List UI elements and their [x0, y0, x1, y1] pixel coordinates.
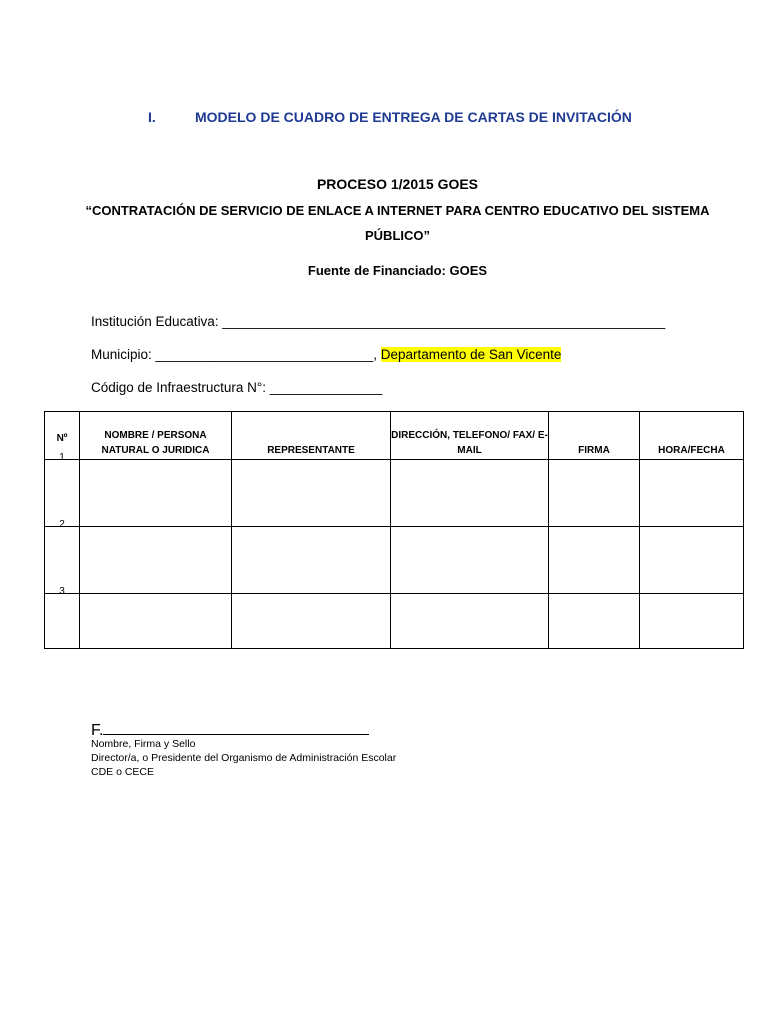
signature-underline — [103, 719, 369, 735]
table-row — [45, 460, 744, 527]
table-cell — [640, 460, 744, 527]
signature-caption-2: Director/a, o Presidente del Organismo de Administración Escolar — [91, 752, 397, 764]
delivery-table — [44, 411, 744, 649]
signature-caption-3: CDE o CECE — [91, 766, 155, 778]
header-cell-hora-fecha: HORA/FECHA — [640, 412, 744, 460]
municipio-field — [91, 347, 561, 362]
table-cell — [391, 460, 549, 527]
table-row — [45, 527, 744, 594]
header-cell-firma: FIRMA — [549, 412, 640, 460]
table-cell — [640, 594, 744, 649]
header-cell-representante: REPRESENTANTE — [232, 412, 391, 460]
table-cell — [391, 527, 549, 594]
signature-prefix: F. — [91, 722, 104, 739]
table-cell — [80, 594, 232, 649]
header-cell-nombre: NOMBRE / PERSONA NATURAL O JURIDICA — [80, 412, 232, 460]
contract-title: “CONTRATACIÓN DE SERVICIO DE ENLACE A INTERNET PARA CENTRO EDUCATIVO DEL SISTEMA PÚBLICO” — [85, 203, 710, 243]
codigo-field: Código de Infraestructura N°: _______________ — [91, 380, 383, 395]
header-cell-num: Nº — [45, 412, 80, 460]
signature-caption-1: Nombre, Firma y Sello — [91, 738, 196, 750]
table-cell — [80, 527, 232, 594]
row-number-cell: 1 — [45, 460, 80, 527]
funding-source: Fuente de Financiado: GOES — [307, 263, 488, 278]
departamento-highlight: Departamento de San Vicente — [380, 347, 562, 362]
institucion-field: Institución Educativa: ___________________________________________________________ — [91, 314, 666, 329]
row-number-cell: 3 — [45, 594, 80, 649]
section-number: I. — [148, 109, 156, 125]
table-cell — [549, 527, 640, 594]
table-cell — [232, 460, 391, 527]
table-cell — [391, 594, 549, 649]
table-cell — [80, 460, 232, 527]
process-code: PROCESO 1/2015 GOES — [316, 176, 479, 192]
table-cell — [232, 594, 391, 649]
table-cell — [549, 594, 640, 649]
table-header-row — [45, 412, 744, 460]
table-cell — [549, 460, 640, 527]
table-cell — [232, 527, 391, 594]
header-cell-direccion: DIRECCIÓN, TELEFONO/ FAX/ E-MAIL — [391, 412, 549, 460]
table-cell — [640, 527, 744, 594]
table-row — [45, 594, 744, 649]
municipio-label: Municipio: _____________________________, — [91, 347, 378, 362]
row-number-cell: 2 — [45, 527, 80, 594]
section-title: MODELO DE CUADRO DE ENTREGA DE CARTAS DE INVITACIÓN — [195, 109, 632, 125]
section-heading — [0, 109, 770, 129]
